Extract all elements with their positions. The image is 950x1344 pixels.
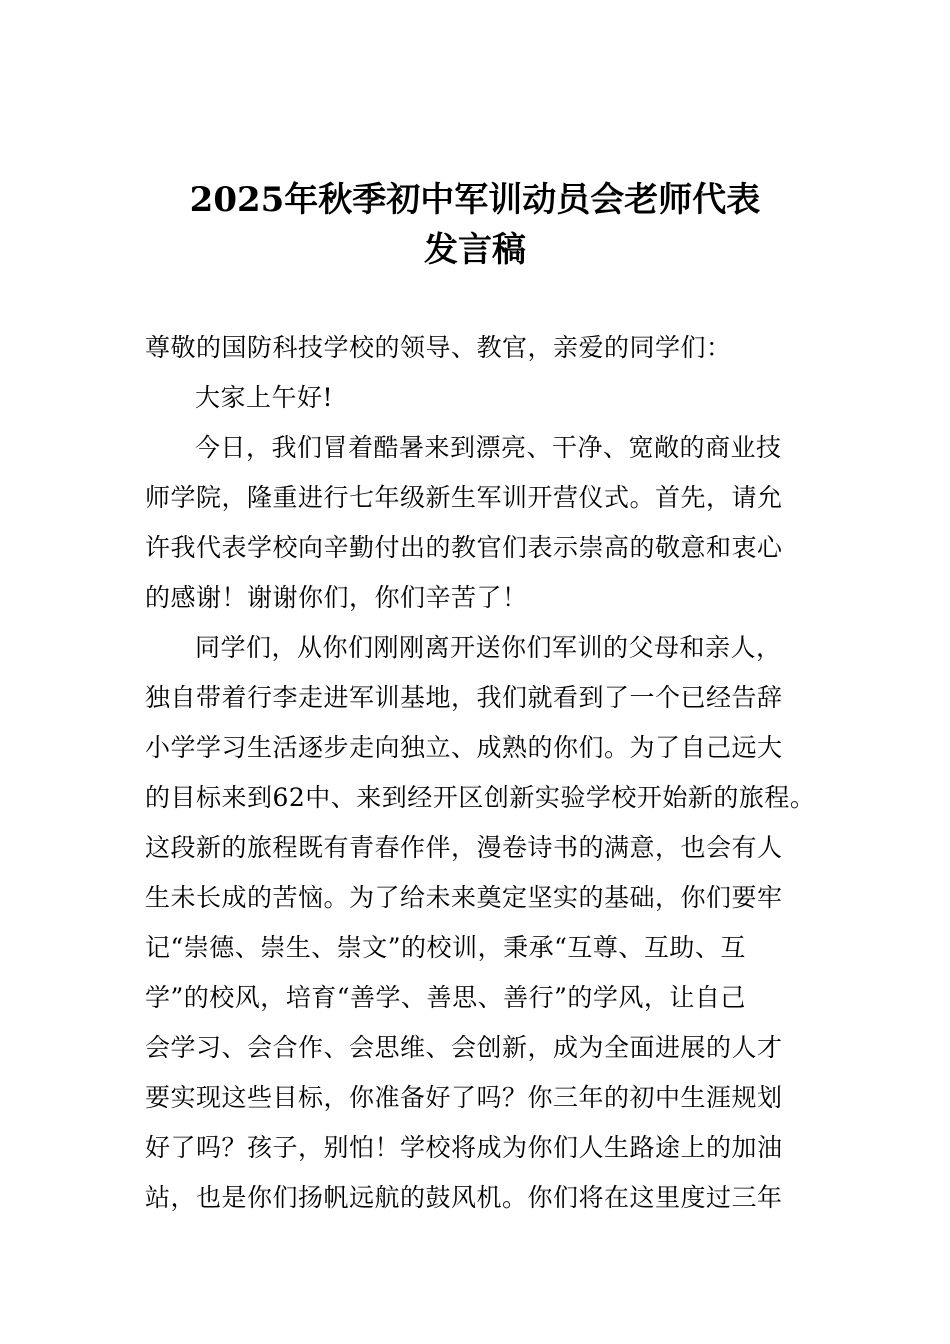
body-line: 生未长成的苦恼。为了给未来奠定坚实的基础，你们要牢 xyxy=(145,883,783,912)
body-line: 会学习、会合作、会思维、会创新，成为全面进展的人才 xyxy=(145,1033,783,1062)
body-line: 师学院，隆重进行七年级新生军训开营仪式。首先，请允 xyxy=(145,483,783,512)
body-line: 许我代表学校向辛勤付出的教官们表示崇高的敬意和衷心 xyxy=(145,533,783,562)
body-line: 记“崇德、崇生、崇文”的校训，秉承“互尊、互助、互 xyxy=(145,933,746,962)
body-line: 要实现这些目标，你准备好了吗？你三年的初中生涯规划 xyxy=(145,1083,783,1112)
body-line: 学”的校风，培育“善学、善思、善行”的学风，让自己 xyxy=(145,983,746,1012)
body-line: 今日，我们冒着酷暑来到漂亮、干净、宽敞的商业技 xyxy=(195,433,782,462)
body-line: 同学们，从你们刚刚离开送你们军训的父母和亲人， xyxy=(195,633,782,662)
document-title-line-1: 2025年秋季初中军训动员会老师代表 xyxy=(189,180,761,220)
body-line: 的感谢！谢谢你们，你们辛苦了！ xyxy=(145,583,528,612)
body-line: 站，也是你们扬帆远航的鼓风机。你们将在这里度过三年 xyxy=(145,1183,783,1212)
body-line: 好了吗？孩子，别怕！学校将成为你们人生路途上的加油 xyxy=(145,1133,783,1162)
document-title-line-2: 发言稿 xyxy=(424,230,526,270)
body-line: 这段新的旅程既有青春作伴，漫卷诗书的满意，也会有人 xyxy=(145,833,783,862)
salutation-line: 尊敬的国防科技学校的领导、教官，亲爱的同学们： xyxy=(145,333,732,362)
body-line: 的目标来到62中、来到经开区创新实验学校开始新的旅程。 xyxy=(145,783,816,812)
body-line: 独自带着行李走进军训基地，我们就看到了一个已经告辞 xyxy=(145,683,783,712)
greeting-line: 大家上午好! xyxy=(195,383,334,412)
body-line: 小学学习生活逐步走向独立、成熟的你们。为了自己远大 xyxy=(145,733,783,762)
